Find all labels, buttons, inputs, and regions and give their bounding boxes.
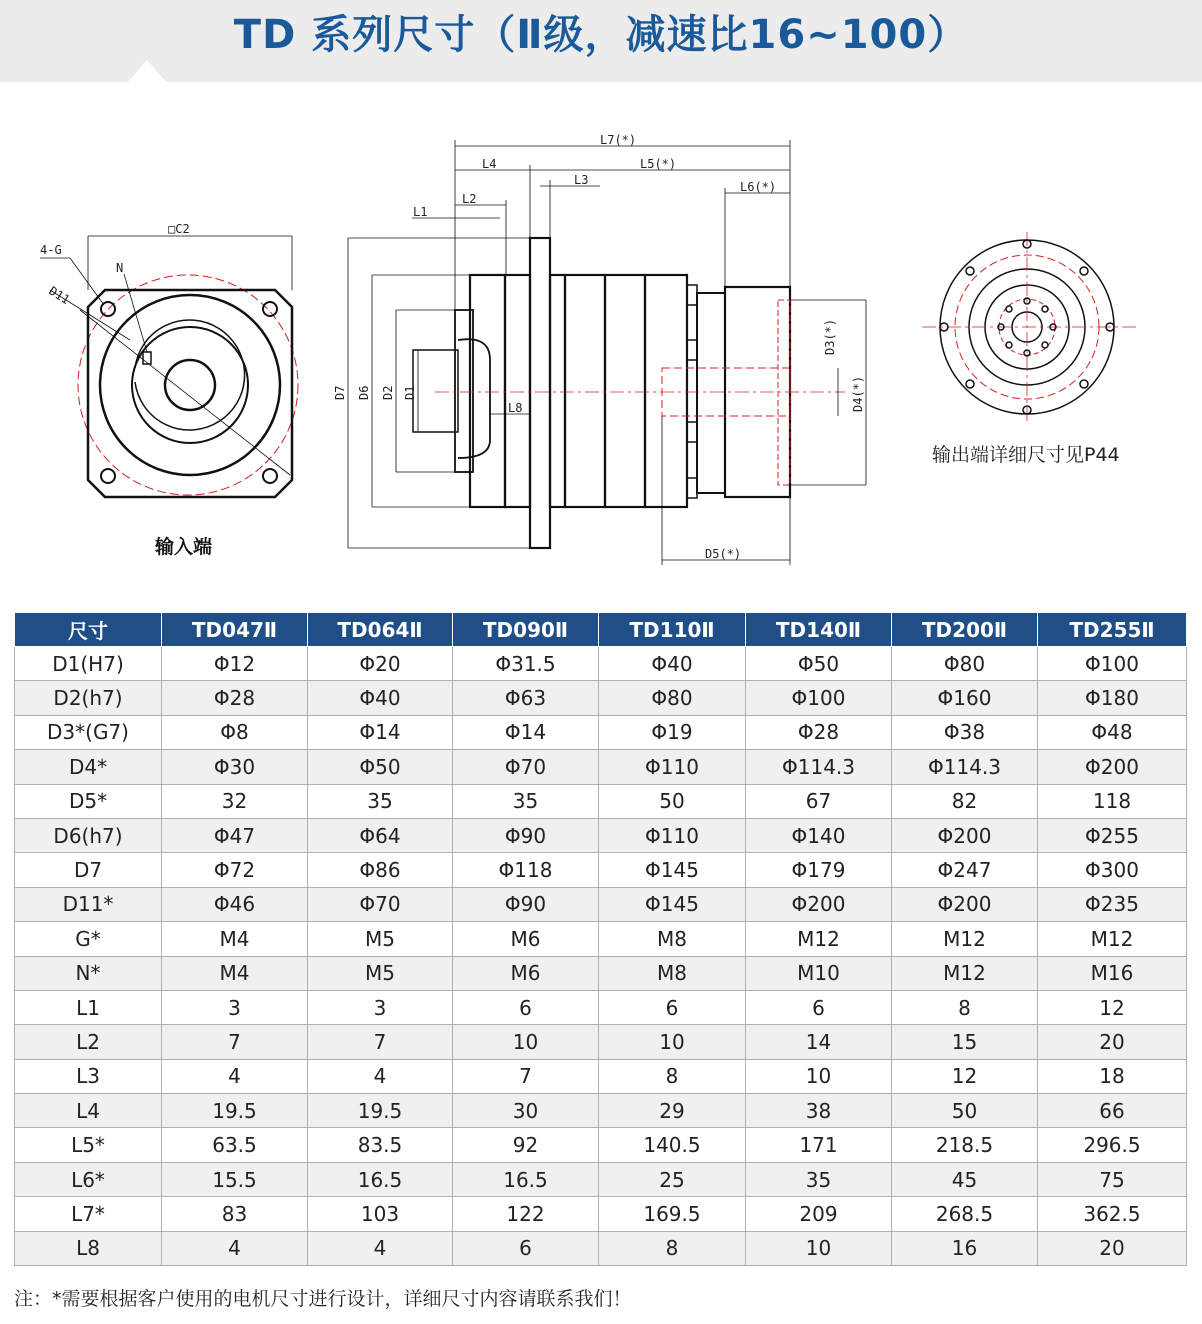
table-cell: 20 bbox=[1038, 1231, 1187, 1265]
table-cell: Φ247 bbox=[892, 853, 1038, 887]
table-cell: 4 bbox=[162, 1231, 308, 1265]
table-cell: Φ90 bbox=[453, 887, 599, 921]
table-cell: 7 bbox=[162, 1025, 308, 1059]
column-header: TD200Ⅱ bbox=[892, 613, 1038, 647]
column-header: TD140Ⅱ bbox=[746, 613, 892, 647]
table-cell: 29 bbox=[599, 1094, 746, 1128]
table-row bbox=[15, 887, 1187, 921]
column-header: 尺寸 bbox=[15, 613, 162, 647]
table-row bbox=[15, 1025, 1187, 1059]
dimension-table bbox=[14, 612, 1187, 1266]
dim-label-d3: D3(*) bbox=[823, 318, 837, 355]
dim-label-d5: D5(*) bbox=[705, 547, 742, 561]
table-cell: Φ140 bbox=[746, 818, 892, 852]
table-cell: 268.5 bbox=[892, 1197, 1038, 1231]
column-header: TD110Ⅱ bbox=[599, 613, 746, 647]
table-cell: Φ70 bbox=[453, 750, 599, 784]
table-cell: 362.5 bbox=[1038, 1197, 1187, 1231]
table-cell: Φ100 bbox=[746, 681, 892, 715]
table-cell: 14 bbox=[746, 1025, 892, 1059]
table-cell: 15 bbox=[892, 1025, 1038, 1059]
dim-label-c2: □C2 bbox=[168, 222, 190, 236]
table-row bbox=[15, 1059, 1187, 1093]
row-label-cell: N* bbox=[15, 956, 162, 990]
table-cell: Φ86 bbox=[308, 853, 453, 887]
table-cell: 10 bbox=[746, 1231, 892, 1265]
table-row bbox=[15, 1094, 1187, 1128]
table-cell: Φ50 bbox=[308, 750, 453, 784]
table-cell: Φ40 bbox=[308, 681, 453, 715]
table-cell: 12 bbox=[1038, 990, 1187, 1024]
table-row bbox=[15, 1128, 1187, 1162]
row-label-cell: D1(H7) bbox=[15, 647, 162, 681]
dim-label-l1: L1 bbox=[413, 205, 428, 219]
table-cell: Φ200 bbox=[1038, 750, 1187, 784]
table-cell: 19.5 bbox=[308, 1094, 453, 1128]
table-cell: Φ19 bbox=[599, 715, 746, 749]
table-cell: M4 bbox=[162, 956, 308, 990]
table-cell: 4 bbox=[308, 1231, 453, 1265]
table-cell: M10 bbox=[746, 956, 892, 990]
table-cell: Φ80 bbox=[599, 681, 746, 715]
row-label-cell: L2 bbox=[15, 1025, 162, 1059]
table-row bbox=[15, 1162, 1187, 1196]
table-cell: 16.5 bbox=[453, 1162, 599, 1196]
table-cell: M12 bbox=[1038, 922, 1187, 956]
table-cell: M6 bbox=[453, 922, 599, 956]
table-cell: Φ145 bbox=[599, 853, 746, 887]
table-cell: 82 bbox=[892, 784, 1038, 818]
table-cell: M6 bbox=[453, 956, 599, 990]
table-cell: Φ47 bbox=[162, 818, 308, 852]
table-cell: 50 bbox=[892, 1094, 1038, 1128]
table-cell: 10 bbox=[453, 1025, 599, 1059]
input-end-labels bbox=[40, 222, 190, 307]
row-label-cell: L8 bbox=[15, 1231, 162, 1265]
dim-label-l2: L2 bbox=[462, 192, 477, 206]
dim-label-l7: L7(*) bbox=[600, 133, 637, 147]
table-cell: 16.5 bbox=[308, 1162, 453, 1196]
table-cell: Φ179 bbox=[746, 853, 892, 887]
table-cell: Φ114.3 bbox=[746, 750, 892, 784]
table-cell: Φ40 bbox=[599, 647, 746, 681]
table-cell: 15.5 bbox=[162, 1162, 308, 1196]
table-cell: Φ235 bbox=[1038, 887, 1187, 921]
dim-label-d7: D7 bbox=[333, 385, 347, 400]
table-cell: 4 bbox=[308, 1059, 453, 1093]
row-label-cell: D6(h7) bbox=[15, 818, 162, 852]
table-cell: 10 bbox=[599, 1025, 746, 1059]
table-cell: Φ72 bbox=[162, 853, 308, 887]
table-cell: 18 bbox=[1038, 1059, 1187, 1093]
table-row bbox=[15, 818, 1187, 852]
table-cell: 63.5 bbox=[162, 1128, 308, 1162]
table-cell: Φ180 bbox=[1038, 681, 1187, 715]
table-cell: 35 bbox=[746, 1162, 892, 1196]
table-cell: M5 bbox=[308, 956, 453, 990]
table-cell: Φ70 bbox=[308, 887, 453, 921]
dim-label-l3: L3 bbox=[574, 173, 589, 187]
table-row bbox=[15, 990, 1187, 1024]
table-cell: Φ145 bbox=[599, 887, 746, 921]
table-cell: Φ255 bbox=[1038, 818, 1187, 852]
table-header-row bbox=[15, 613, 1187, 647]
table-row bbox=[15, 784, 1187, 818]
table-cell: Φ20 bbox=[308, 647, 453, 681]
row-label-cell: L3 bbox=[15, 1059, 162, 1093]
input-end-label: 输入端 bbox=[155, 536, 213, 558]
row-label-cell: D4* bbox=[15, 750, 162, 784]
table-cell: Φ110 bbox=[599, 750, 746, 784]
output-end-view bbox=[922, 232, 1140, 422]
table-cell: M8 bbox=[599, 922, 746, 956]
row-label-cell: D11* bbox=[15, 887, 162, 921]
dim-label-g: 4-G bbox=[40, 243, 62, 257]
table-cell: M8 bbox=[599, 956, 746, 990]
table-cell: 7 bbox=[453, 1059, 599, 1093]
column-header: TD090Ⅱ bbox=[453, 613, 599, 647]
table-cell: 3 bbox=[308, 990, 453, 1024]
table-cell: 209 bbox=[746, 1197, 892, 1231]
table-cell: 122 bbox=[453, 1197, 599, 1231]
table-cell: 20 bbox=[1038, 1025, 1187, 1059]
input-end-view bbox=[40, 236, 298, 497]
table-cell: 296.5 bbox=[1038, 1128, 1187, 1162]
table-cell: Φ114.3 bbox=[892, 750, 1038, 784]
row-label-cell: D2(h7) bbox=[15, 681, 162, 715]
table-cell: Φ31.5 bbox=[453, 647, 599, 681]
table-cell: Φ300 bbox=[1038, 853, 1187, 887]
table-cell: 30 bbox=[453, 1094, 599, 1128]
table-row bbox=[15, 647, 1187, 681]
table-cell: Φ63 bbox=[453, 681, 599, 715]
dim-label-d2: D2 bbox=[381, 385, 395, 400]
side-view bbox=[348, 140, 866, 565]
table-row bbox=[15, 750, 1187, 784]
table-row bbox=[15, 1197, 1187, 1231]
table-row bbox=[15, 922, 1187, 956]
dim-label-l5: L5(*) bbox=[640, 157, 677, 171]
dim-label-l6: L6(*) bbox=[740, 180, 777, 194]
dim-label-d11: D11 bbox=[46, 283, 73, 308]
table-cell: Φ46 bbox=[162, 887, 308, 921]
column-header: TD064Ⅱ bbox=[308, 613, 453, 647]
table-cell: 45 bbox=[892, 1162, 1038, 1196]
table-cell: Φ38 bbox=[892, 715, 1038, 749]
table-row bbox=[15, 853, 1187, 887]
header-notch bbox=[127, 60, 167, 83]
table-cell: 75 bbox=[1038, 1162, 1187, 1196]
table-cell: Φ28 bbox=[162, 681, 308, 715]
table-cell: 6 bbox=[453, 1231, 599, 1265]
table-cell: Φ50 bbox=[746, 647, 892, 681]
dim-label-d6: D6 bbox=[357, 385, 371, 400]
dim-label-n: N bbox=[116, 261, 124, 275]
table-cell: 16 bbox=[892, 1231, 1038, 1265]
dim-label-d1: D1 bbox=[403, 385, 417, 400]
table-cell: 8 bbox=[599, 1231, 746, 1265]
table-cell: Φ14 bbox=[308, 715, 453, 749]
table-cell: 6 bbox=[453, 990, 599, 1024]
table-row bbox=[15, 956, 1187, 990]
page-header bbox=[0, 0, 1202, 82]
table-cell: 66 bbox=[1038, 1094, 1187, 1128]
table-cell: M16 bbox=[1038, 956, 1187, 990]
table-cell: 35 bbox=[453, 784, 599, 818]
row-label-cell: D3*(G7) bbox=[15, 715, 162, 749]
table-cell: Φ160 bbox=[892, 681, 1038, 715]
table-cell: Φ100 bbox=[1038, 647, 1187, 681]
table-cell: M5 bbox=[308, 922, 453, 956]
table-row bbox=[15, 715, 1187, 749]
table-cell: 83.5 bbox=[308, 1128, 453, 1162]
table-row bbox=[15, 681, 1187, 715]
table-cell: M12 bbox=[746, 922, 892, 956]
table-cell: Φ12 bbox=[162, 647, 308, 681]
column-header: TD255Ⅱ bbox=[1038, 613, 1187, 647]
table-cell: 6 bbox=[599, 990, 746, 1024]
row-label-cell: L5* bbox=[15, 1128, 162, 1162]
table-cell: 218.5 bbox=[892, 1128, 1038, 1162]
dim-label-l4: L4 bbox=[482, 157, 497, 171]
table-cell: Φ110 bbox=[599, 818, 746, 852]
table-cell: Φ200 bbox=[892, 818, 1038, 852]
table-cell: 83 bbox=[162, 1197, 308, 1231]
table-cell: Φ118 bbox=[453, 853, 599, 887]
table-row bbox=[15, 1231, 1187, 1265]
table-cell: M12 bbox=[892, 956, 1038, 990]
technical-drawing bbox=[0, 100, 1202, 580]
table-cell: 169.5 bbox=[599, 1197, 746, 1231]
row-label-cell: G* bbox=[15, 922, 162, 956]
table-cell: 103 bbox=[308, 1197, 453, 1231]
row-label-cell: D7 bbox=[15, 853, 162, 887]
column-header: TD047Ⅱ bbox=[162, 613, 308, 647]
table-cell: 8 bbox=[599, 1059, 746, 1093]
footnote: 注：*需要根据客户使用的电机尺寸进行设计，详细尺寸内容请联系我们！ bbox=[14, 1288, 632, 1310]
table-cell: 92 bbox=[453, 1128, 599, 1162]
table-cell: 4 bbox=[162, 1059, 308, 1093]
table-cell: 171 bbox=[746, 1128, 892, 1162]
table-cell: 12 bbox=[892, 1059, 1038, 1093]
dim-label-d4: D4(*) bbox=[851, 375, 865, 412]
table-cell: Φ8 bbox=[162, 715, 308, 749]
table-cell: 50 bbox=[599, 784, 746, 818]
table-cell: 10 bbox=[746, 1059, 892, 1093]
table-cell: 32 bbox=[162, 784, 308, 818]
table-cell: Φ30 bbox=[162, 750, 308, 784]
table-cell: M4 bbox=[162, 922, 308, 956]
table-cell: 38 bbox=[746, 1094, 892, 1128]
table-cell: Φ200 bbox=[892, 887, 1038, 921]
table-cell: Φ14 bbox=[453, 715, 599, 749]
output-end-note: 输出端详细尺寸见P44 bbox=[932, 444, 1120, 466]
table-cell: 8 bbox=[892, 990, 1038, 1024]
row-label-cell: L1 bbox=[15, 990, 162, 1024]
table-cell: Φ64 bbox=[308, 818, 453, 852]
table-cell: M12 bbox=[892, 922, 1038, 956]
table-cell: Φ90 bbox=[453, 818, 599, 852]
table-cell: 35 bbox=[308, 784, 453, 818]
row-label-cell: L7* bbox=[15, 1197, 162, 1231]
table-cell: Φ28 bbox=[746, 715, 892, 749]
table-cell: 118 bbox=[1038, 784, 1187, 818]
table-cell: 3 bbox=[162, 990, 308, 1024]
table-cell: 67 bbox=[746, 784, 892, 818]
table-cell: Φ80 bbox=[892, 647, 1038, 681]
table-cell: 25 bbox=[599, 1162, 746, 1196]
page-title: TD 系列尺寸（Ⅱ级，减速比16~100） bbox=[233, 12, 969, 58]
table-cell: 6 bbox=[746, 990, 892, 1024]
table-cell: 19.5 bbox=[162, 1094, 308, 1128]
table-cell: Φ200 bbox=[746, 887, 892, 921]
row-label-cell: L4 bbox=[15, 1094, 162, 1128]
table-cell: 140.5 bbox=[599, 1128, 746, 1162]
table-cell: Φ48 bbox=[1038, 715, 1187, 749]
table-body bbox=[15, 647, 1187, 1266]
table-cell: 7 bbox=[308, 1025, 453, 1059]
row-label-cell: D5* bbox=[15, 784, 162, 818]
row-label-cell: L6* bbox=[15, 1162, 162, 1196]
dim-label-l8: L8 bbox=[508, 401, 523, 415]
